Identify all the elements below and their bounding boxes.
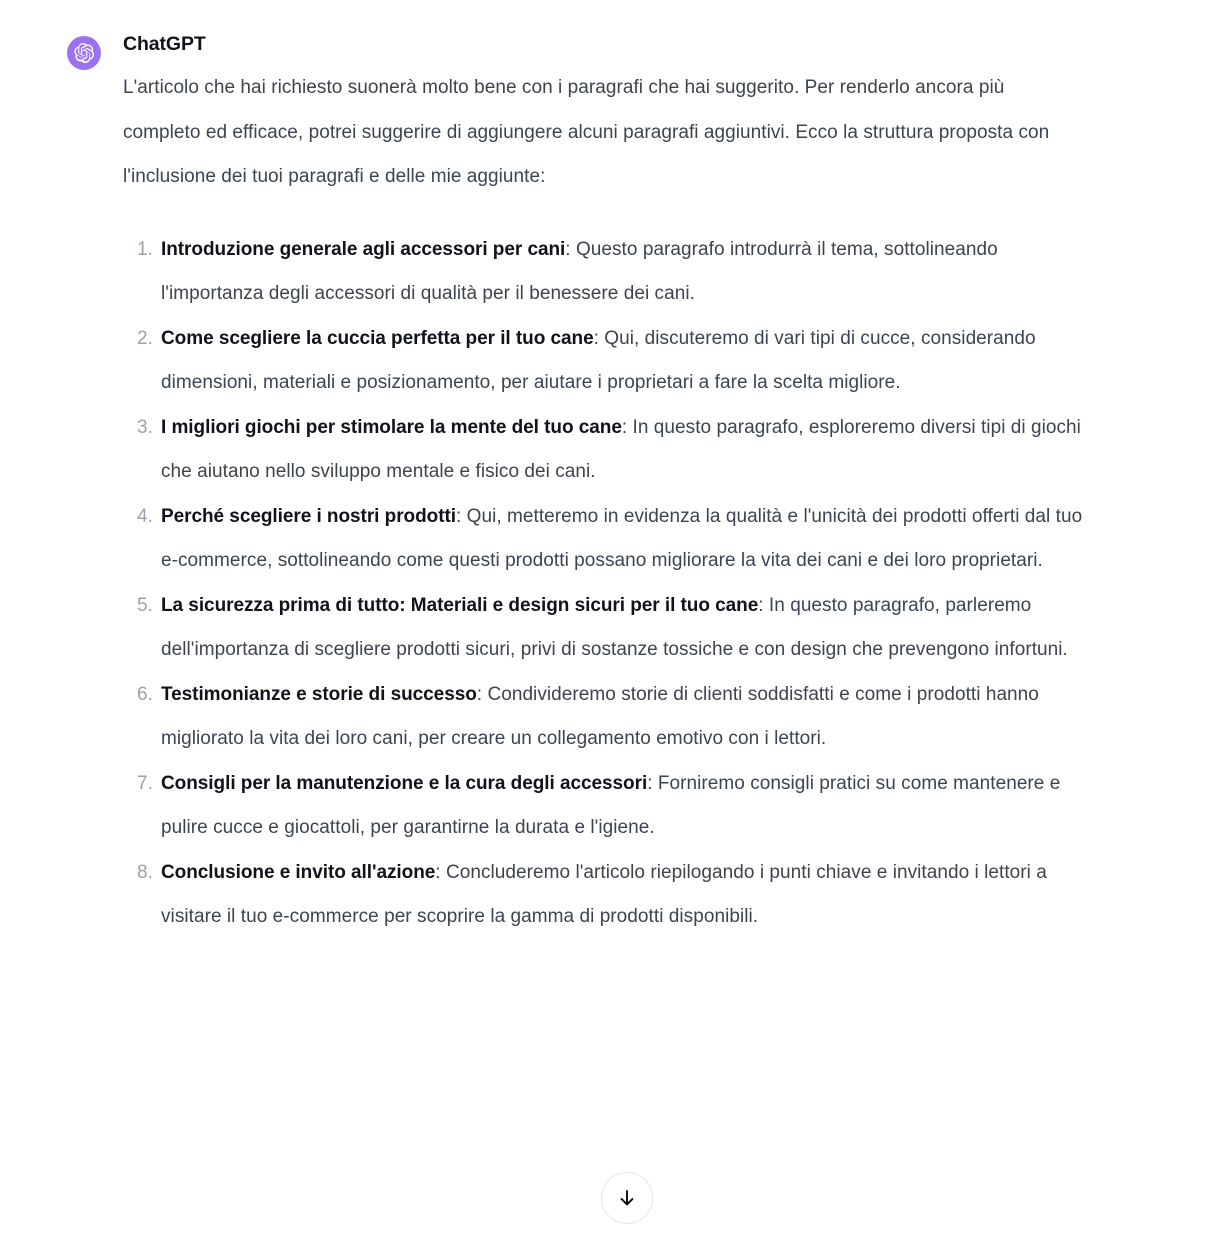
intro-paragraph: L'articolo che hai richiesto suonerà molto bene con i paragrafi che hai suggerito. Per renderlo ancora più completo ed efficace, potrei suggerire di aggiungere alcuni paragrafi aggiuntivi. Ecco la struttura proposta con l'inclusione dei tuoi paragrafi e delle mie aggiunte: xyxy=(123,77,1050,188)
list-item-body: : Qui, discuteremo di vari tipi di cucce, considerando dimensioni, materiali e posizionamento, per aiutare i proprietari a fare la scelta migliore. xyxy=(161,327,1036,394)
list-item xyxy=(123,317,1101,406)
list-item xyxy=(123,228,1101,317)
list-item-body: : In questo paragrafo, esploreremo diversi tipi di giochi che aiutano nello sviluppo mentale e fisico dei cani. xyxy=(161,416,1081,483)
list-marker: 7. xyxy=(137,772,153,794)
list-item-title: Testimonianze e storie di successo xyxy=(161,683,477,705)
list-item-body: : Qui, metteremo in evidenza la qualità e l'unicità dei prodotti offerti dal tuo e-commerce, sottolineando come questi prodotti possano migliorare la vita dei cani e dei loro proprietari. xyxy=(161,505,1083,572)
list-marker: 2. xyxy=(137,327,153,349)
list-item-body: : Questo paragrafo introdurrà il tema, sottolineando l'importanza degli accessori di qualità per il benessere dei cani. xyxy=(161,238,998,305)
list-item-title: Conclusione e invito all'azione xyxy=(161,861,436,883)
message-author: ChatGPT xyxy=(123,33,206,55)
list-item xyxy=(123,495,1101,584)
list-item xyxy=(123,584,1101,673)
list-item xyxy=(123,673,1101,762)
list-item-body: : Concluderemo l'articolo riepilogando i punti chiave e invitando i lettori a visitare il tuo e-commerce per scoprire la gamma di prodotti disponibili. xyxy=(161,861,1047,928)
list-item-title: I migliori giochi per stimolare la mente del tuo cane xyxy=(161,416,622,438)
openai-logo-icon xyxy=(67,36,101,70)
scroll-to-bottom-button[interactable] xyxy=(601,1172,653,1224)
list-item-title: Consigli per la manutenzione e la cura degli accessori xyxy=(161,772,648,794)
list-marker: 3. xyxy=(137,416,153,438)
structure-list xyxy=(123,228,1101,940)
list-marker: 4. xyxy=(137,505,153,527)
list-item-title: Introduzione generale agli accessori per cani xyxy=(161,238,566,260)
list-item-body: : Condivideremo storie di clienti soddisfatti e come i prodotti hanno migliorato la vita dei loro cani, per creare un collegamento emotivo con i lettori. xyxy=(161,683,1039,750)
list-item xyxy=(123,762,1101,851)
arrow-down-icon xyxy=(616,1187,638,1209)
list-item-body: : In questo paragrafo, parleremo dell'importanza di scegliere prodotti sicuri, privi di sostanze tossiche e con design che prevengono infortuni. xyxy=(161,594,1068,661)
list-item xyxy=(123,406,1101,495)
list-marker: 8. xyxy=(137,861,153,883)
list-item-title: Come scegliere la cuccia perfetta per il tuo cane xyxy=(161,327,594,349)
list-marker: 1. xyxy=(137,238,153,260)
list-item-title: Perché scegliere i nostri prodotti xyxy=(161,505,456,527)
list-item-title: La sicurezza prima di tutto: Materiali e design sicuri per il tuo cane xyxy=(161,594,759,616)
list-item-body: : Forniremo consigli pratici su come mantenere e pulire cucce e giocattoli, per garantirne la durata e l'igiene. xyxy=(161,772,1061,839)
list-item xyxy=(123,851,1101,940)
list-marker: 6. xyxy=(137,683,153,705)
list-marker: 5. xyxy=(137,594,153,616)
